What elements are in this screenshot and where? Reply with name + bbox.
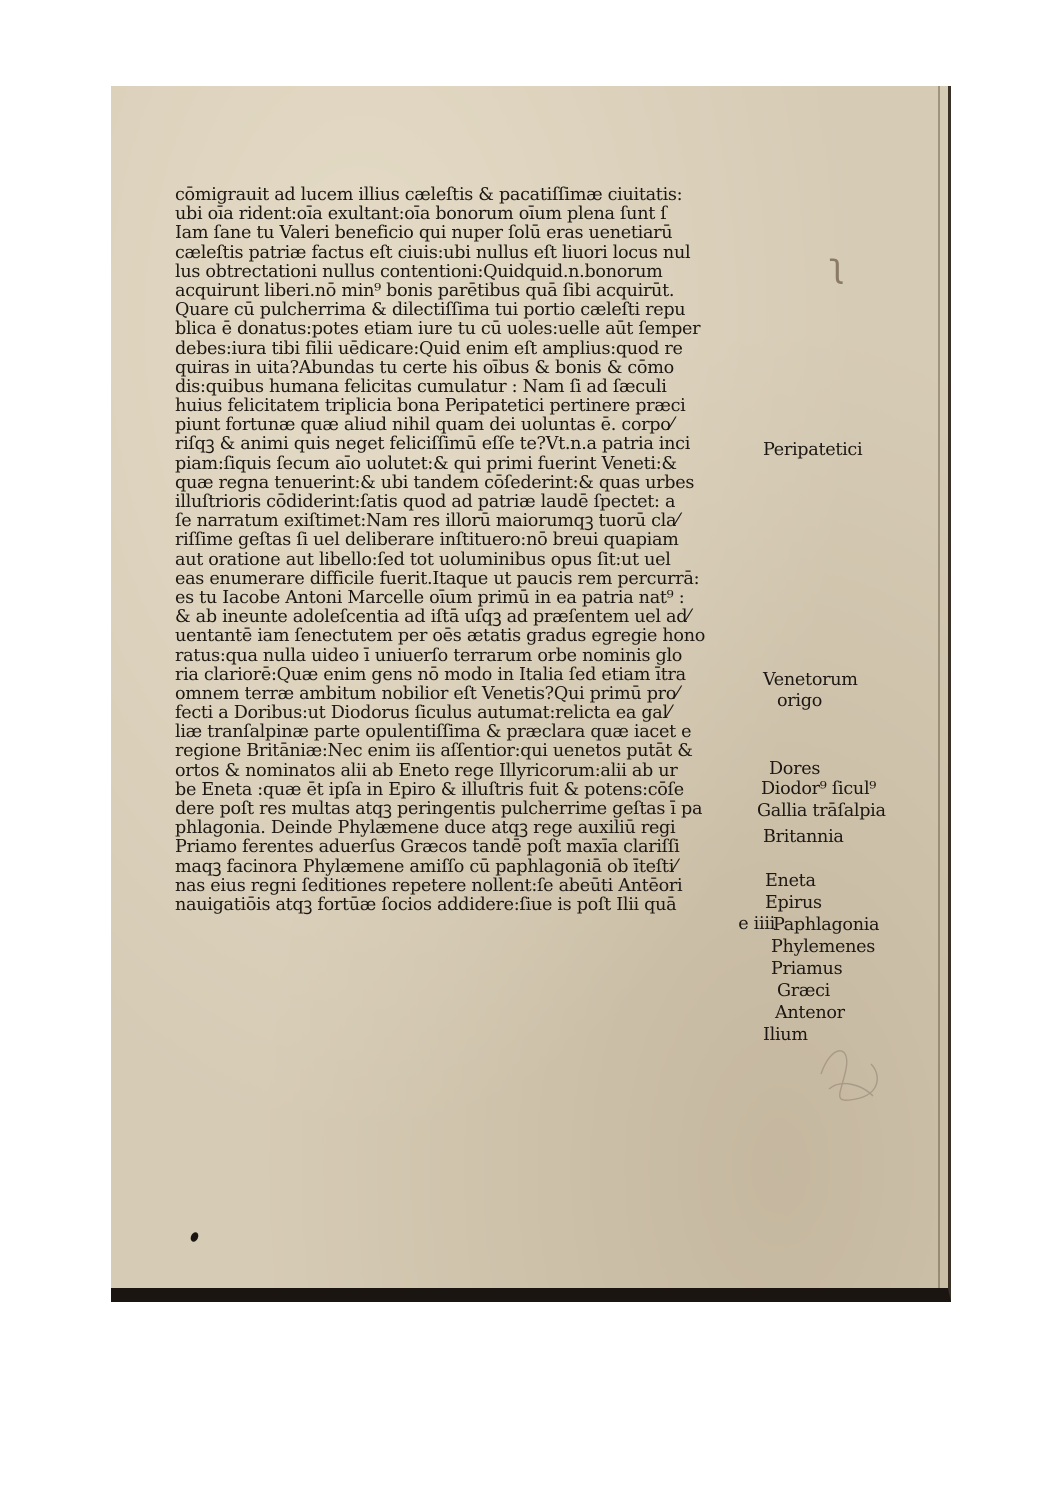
text-line: liæ tranſalpinæ parte opulentiſſima & præclara quæ iacet e bbox=[175, 723, 692, 743]
margin-note-peripatetici: Peripatetici bbox=[763, 440, 863, 460]
text-line: Iam ſane tu Valeri beneficio qui nuper ſolū eras uenetiarū bbox=[175, 224, 673, 244]
margin-note-antenor: Antenor bbox=[775, 1003, 845, 1023]
text-line: dis:quibus humana felicitas cumulatur : Nam ſi ad ſæculi bbox=[175, 377, 667, 397]
text-line: uentantē iam ſenectutem per oēs ætatis gradus egregie hono bbox=[175, 627, 706, 647]
text-line: dere poſt res multas atqꝫ peringentis pulcherrime geſtas ī pa bbox=[175, 800, 703, 819]
text-line: quiras in uita?Abundas tu certe his oībus & bonis & cōmo bbox=[175, 358, 674, 378]
margin-note-diodorus: Diodor⁹ ſicul⁹ bbox=[761, 779, 877, 799]
text-line: ubi oīa rident:oīa exultant:oīa bonorum oīum plena ſunt ſ bbox=[175, 205, 667, 225]
margin-note-gallia: Gallia trāſalpia bbox=[757, 801, 886, 821]
text-line: ratus:qua nulla uideo ī uniuerſo terrarum orbe nominis glo bbox=[175, 646, 683, 666]
text-line: cæleſtis patriæ factus eſt ciuis:ubi nullus eſt liuori locus nul bbox=[175, 243, 691, 263]
margin-note-graeci: Græci bbox=[777, 981, 830, 1001]
margin-note-venetorum: Venetorum bbox=[763, 670, 858, 690]
text-line: lus obtrectationi nullus contentioni:Quidquid.n.bonorum bbox=[175, 262, 663, 282]
text-line: piam:ſiquis ſecum aīo uolutet:& qui primi fuerint Veneti:& bbox=[175, 454, 677, 474]
text-line: Priamo ferentes aduerſus Græcos tandē poſt maxīa clariſſi bbox=[175, 838, 680, 858]
text-line: maqꝫ facinora Phylæmene amiſſo cū paphlagoniā ob īteſti⁄ bbox=[175, 857, 677, 877]
ink-blot bbox=[189, 1231, 200, 1243]
margin-note-priamus: Priamus bbox=[771, 959, 843, 979]
text-line: regione Britāniæ:Nec enim iis aſſentior:qui uenetos putāt & bbox=[175, 742, 693, 762]
page-edge bbox=[938, 86, 940, 1288]
text-line: nauigatiōis atqꝫ fortūæ ſocios addidere:ſiue is poſt Ilii quā bbox=[175, 895, 677, 915]
margin-note-phylemenes: Phylemenes bbox=[771, 937, 876, 957]
text-line: riſqꝫ & animi quis neget feliciſſimū eſſe te?Vt.n.a patria inci bbox=[175, 435, 691, 455]
text-line: ortos & nominatos alii ab Eneto rege Illyricorum:alii ab ur bbox=[175, 761, 678, 781]
text-line: illuſtrioris cōdiderint:ſatis quod ad patriæ laudē ſpectet: a bbox=[175, 493, 676, 512]
text-line: omnem terræ ambitum nobilior eſt Venetis?Qui primū pro⁄ bbox=[175, 684, 679, 704]
book-page-scan bbox=[111, 86, 951, 1302]
text-line: be Eneta :quæ ēt ipſa in Epiro & illuſtris fuit & potens:cōſe bbox=[175, 780, 684, 800]
margin-note-epirus: Epirus bbox=[765, 893, 822, 913]
text-line: Quare cū pulcherrima & dilectiſſima tui portio cæleſti repu bbox=[175, 301, 686, 321]
text-line: quæ regna tenuerint:& ubi tandem cōſederint:& quas urbes bbox=[175, 473, 695, 493]
text-line: riſſime geſtas ſi uel deliberare inſtituero:nō breui quapiam bbox=[175, 531, 679, 551]
text-line: piunt fortunæ quæ aliud nihil quam dei uoluntas ē. corpo⁄ bbox=[175, 416, 674, 436]
text-line: phlagonia. Deinde Phylæmene duce atqꝫ rege auxiliū regi bbox=[175, 819, 676, 839]
text-line: es tu Iacobe Antoni Marcelle oīum primū in ea patria nat⁹ : bbox=[175, 588, 685, 608]
signature-mark: e iiii bbox=[738, 915, 775, 935]
main-text-block bbox=[175, 186, 775, 934]
margin-note-britannia: Britannia bbox=[763, 827, 844, 847]
text-line: ria clariorē:Quæ enim gens nō modo in Italia ſed etiam ītra bbox=[175, 665, 686, 685]
text-line: debes:iura tibi filii uēdicare:Quid enim eſt amplius:quod re bbox=[175, 339, 683, 359]
margin-note-origo: origo bbox=[777, 691, 822, 711]
text-line: acquirunt liberi.nō min⁹ bonis parētibus quā ſibi acquirūt. bbox=[175, 281, 675, 301]
text-line: nas eius regni ſeditiones repetere nollent:ſe abeūti Antēori bbox=[175, 876, 683, 896]
text-line: aut oratione aut libello:ſed tot uoluminibus opus ſit:ut uel bbox=[175, 550, 671, 570]
text-line: fecti a Doribus:ut Diodorus ſiculus autumat:relicta ea gal⁄ bbox=[175, 704, 671, 724]
pencil-flourish bbox=[811, 1034, 891, 1114]
pencil-mark: ʅ bbox=[829, 246, 845, 286]
text-line: blica ē donatus:potes etiam iure tu cū uoles:uelle aūt ſemper bbox=[175, 320, 701, 340]
margin-note-dores: Dores bbox=[769, 759, 821, 779]
text-line: ſe narratum exiſtimet:Nam res illorū maiorumqꝫ tuorū cla⁄ bbox=[175, 512, 679, 532]
text-line: cōmigrauit ad lucem illius cæleſtis & pacatiſſimæ ciuitatis: bbox=[175, 186, 683, 205]
text-line: eas enumerare difficile fuerit.Itaque ut paucis rem percurrā: bbox=[175, 569, 700, 589]
margin-note-paphlagonia: Paphlagonia bbox=[773, 915, 880, 935]
margin-note-ilium: Ilium bbox=[763, 1025, 808, 1045]
text-line: huius felicitatem triplicia bona Peripatetici pertinere præci bbox=[175, 397, 686, 417]
text-line: & ab ineunte adoleſcentia ad iſtā uſqꝫ ad præſentem uel ad⁄ bbox=[175, 608, 690, 628]
margin-note-eneta: Eneta bbox=[765, 871, 816, 891]
